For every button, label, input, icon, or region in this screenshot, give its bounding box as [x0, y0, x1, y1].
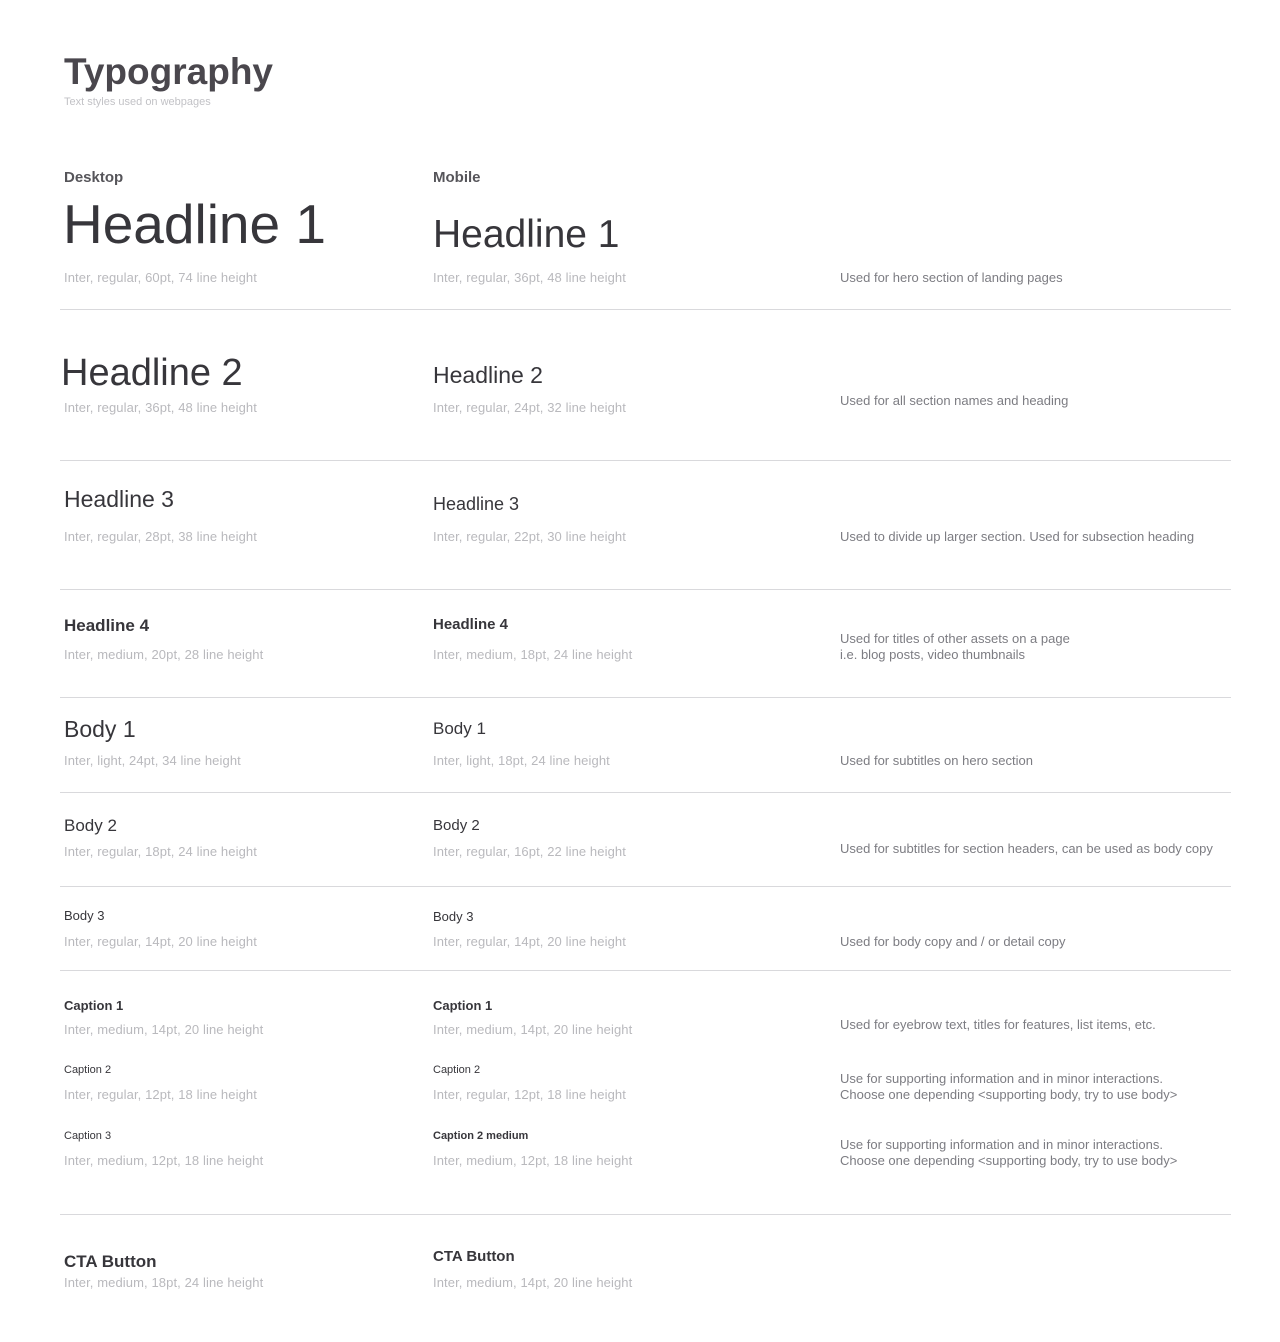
desktop-headline-2-sample: Headline 2: [61, 352, 243, 394]
mobile-headline-2-spec: Inter, regular, 24pt, 32 line height: [433, 400, 626, 415]
mobile-body-3-sample: Body 3: [433, 909, 474, 924]
mobile-caption-2-medium-sample: Caption 2 medium: [433, 1130, 529, 1142]
page-subtitle: Text styles used on webpages: [64, 96, 211, 108]
divider: [60, 697, 1231, 698]
desktop-caption-1-spec: Inter, medium, 14pt, 20 line height: [64, 1022, 264, 1037]
desktop-caption-3-spec: Inter, medium, 12pt, 18 line height: [64, 1153, 264, 1168]
mobile-caption-2-medium-spec: Inter, medium, 12pt, 18 line height: [433, 1153, 633, 1168]
desktop-caption-3-sample: Caption 3: [64, 1130, 112, 1142]
desktop-caption-1-sample: Caption 1: [64, 998, 124, 1013]
mobile-headline-2-sample: Headline 2: [433, 362, 543, 388]
mobile-caption-2-sample: Caption 2: [433, 1064, 481, 1076]
mobile-body-3-spec: Inter, regular, 14pt, 20 line height: [433, 934, 626, 949]
mobile-headline-3-spec: Inter, regular, 22pt, 30 line height: [433, 529, 626, 544]
column-heading-desktop: Desktop: [64, 169, 124, 186]
mobile-cta-button-sample: CTA Button: [433, 1248, 515, 1265]
desktop-headline-1-spec: Inter, regular, 60pt, 74 line height: [64, 270, 257, 285]
headline-3-usage: Used to divide up larger section. Used for subsection heading: [840, 529, 1195, 544]
divider: [60, 589, 1231, 590]
desktop-headline-1-sample: Headline 1: [63, 193, 326, 255]
caption-2-usage-line-2: Choose one depending <supporting body, try to use body>: [840, 1087, 1178, 1102]
divider: [60, 792, 1231, 793]
caption-3-usage-line-2: Choose one depending <supporting body, try to use body>: [840, 1153, 1178, 1168]
mobile-caption-1-spec: Inter, medium, 14pt, 20 line height: [433, 1022, 633, 1037]
body-1-usage: Used for subtitles on hero section: [840, 753, 1033, 768]
desktop-body-3-sample: Body 3: [64, 908, 105, 923]
desktop-headline-3-sample: Headline 3: [64, 486, 174, 512]
page-title: Typography: [64, 51, 273, 92]
body-3-usage: Used for body copy and / or detail copy: [840, 934, 1066, 949]
desktop-headline-3-spec: Inter, regular, 28pt, 38 line height: [64, 529, 257, 544]
caption-2-usage: Use for supporting information and in minor interactions.: [840, 1071, 1163, 1086]
divider: [60, 970, 1231, 971]
desktop-caption-2-spec: Inter, regular, 12pt, 18 line height: [64, 1087, 257, 1102]
column-heading-mobile: Mobile: [433, 169, 481, 186]
mobile-body-2-sample: Body 2: [433, 817, 480, 834]
mobile-body-1-sample: Body 1: [433, 719, 486, 738]
desktop-cta-button-spec: Inter, medium, 18pt, 24 line height: [64, 1275, 264, 1290]
desktop-headline-2-spec: Inter, regular, 36pt, 48 line height: [64, 400, 257, 415]
desktop-body-1-sample: Body 1: [64, 716, 136, 742]
mobile-body-2-spec: Inter, regular, 16pt, 22 line height: [433, 844, 626, 859]
headline-4-usage-line-2: i.e. blog posts, video thumbnails: [840, 647, 1025, 662]
mobile-headline-3-sample: Headline 3: [433, 494, 520, 514]
mobile-caption-1-sample: Caption 1: [433, 998, 493, 1013]
divider: [60, 309, 1231, 310]
desktop-body-1-spec: Inter, light, 24pt, 34 line height: [64, 753, 241, 768]
body-2-usage: Used for subtitles for section headers, can be used as body copy: [840, 841, 1213, 856]
desktop-cta-button-sample: CTA Button: [64, 1252, 157, 1271]
desktop-body-2-sample: Body 2: [64, 816, 117, 835]
divider: [60, 886, 1231, 887]
desktop-headline-4-spec: Inter, medium, 20pt, 28 line height: [64, 647, 264, 662]
divider: [60, 460, 1231, 461]
desktop-headline-4-sample: Headline 4: [64, 616, 150, 635]
mobile-headline-4-sample: Headline 4: [433, 616, 509, 633]
headline-2-usage: Used for all section names and heading: [840, 393, 1069, 408]
desktop-body-2-spec: Inter, regular, 18pt, 24 line height: [64, 844, 257, 859]
mobile-cta-button-spec: Inter, medium, 14pt, 20 line height: [433, 1275, 633, 1290]
mobile-headline-1-spec: Inter, regular, 36pt, 48 line height: [433, 270, 626, 285]
desktop-caption-2-sample: Caption 2: [64, 1064, 112, 1076]
headline-4-usage: Used for titles of other assets on a page: [840, 631, 1070, 646]
mobile-headline-1-sample: Headline 1: [433, 213, 620, 256]
mobile-body-1-spec: Inter, light, 18pt, 24 line height: [433, 753, 610, 768]
headline-1-usage: Used for hero section of landing pages: [840, 270, 1063, 285]
mobile-headline-4-spec: Inter, medium, 18pt, 24 line height: [433, 647, 633, 662]
divider: [60, 1214, 1231, 1215]
caption-1-usage: Used for eyebrow text, titles for features, list items, etc.: [840, 1017, 1156, 1032]
caption-3-usage: Use for supporting information and in minor interactions.: [840, 1137, 1163, 1152]
desktop-body-3-spec: Inter, regular, 14pt, 20 line height: [64, 934, 257, 949]
mobile-caption-2-spec: Inter, regular, 12pt, 18 line height: [433, 1087, 626, 1102]
